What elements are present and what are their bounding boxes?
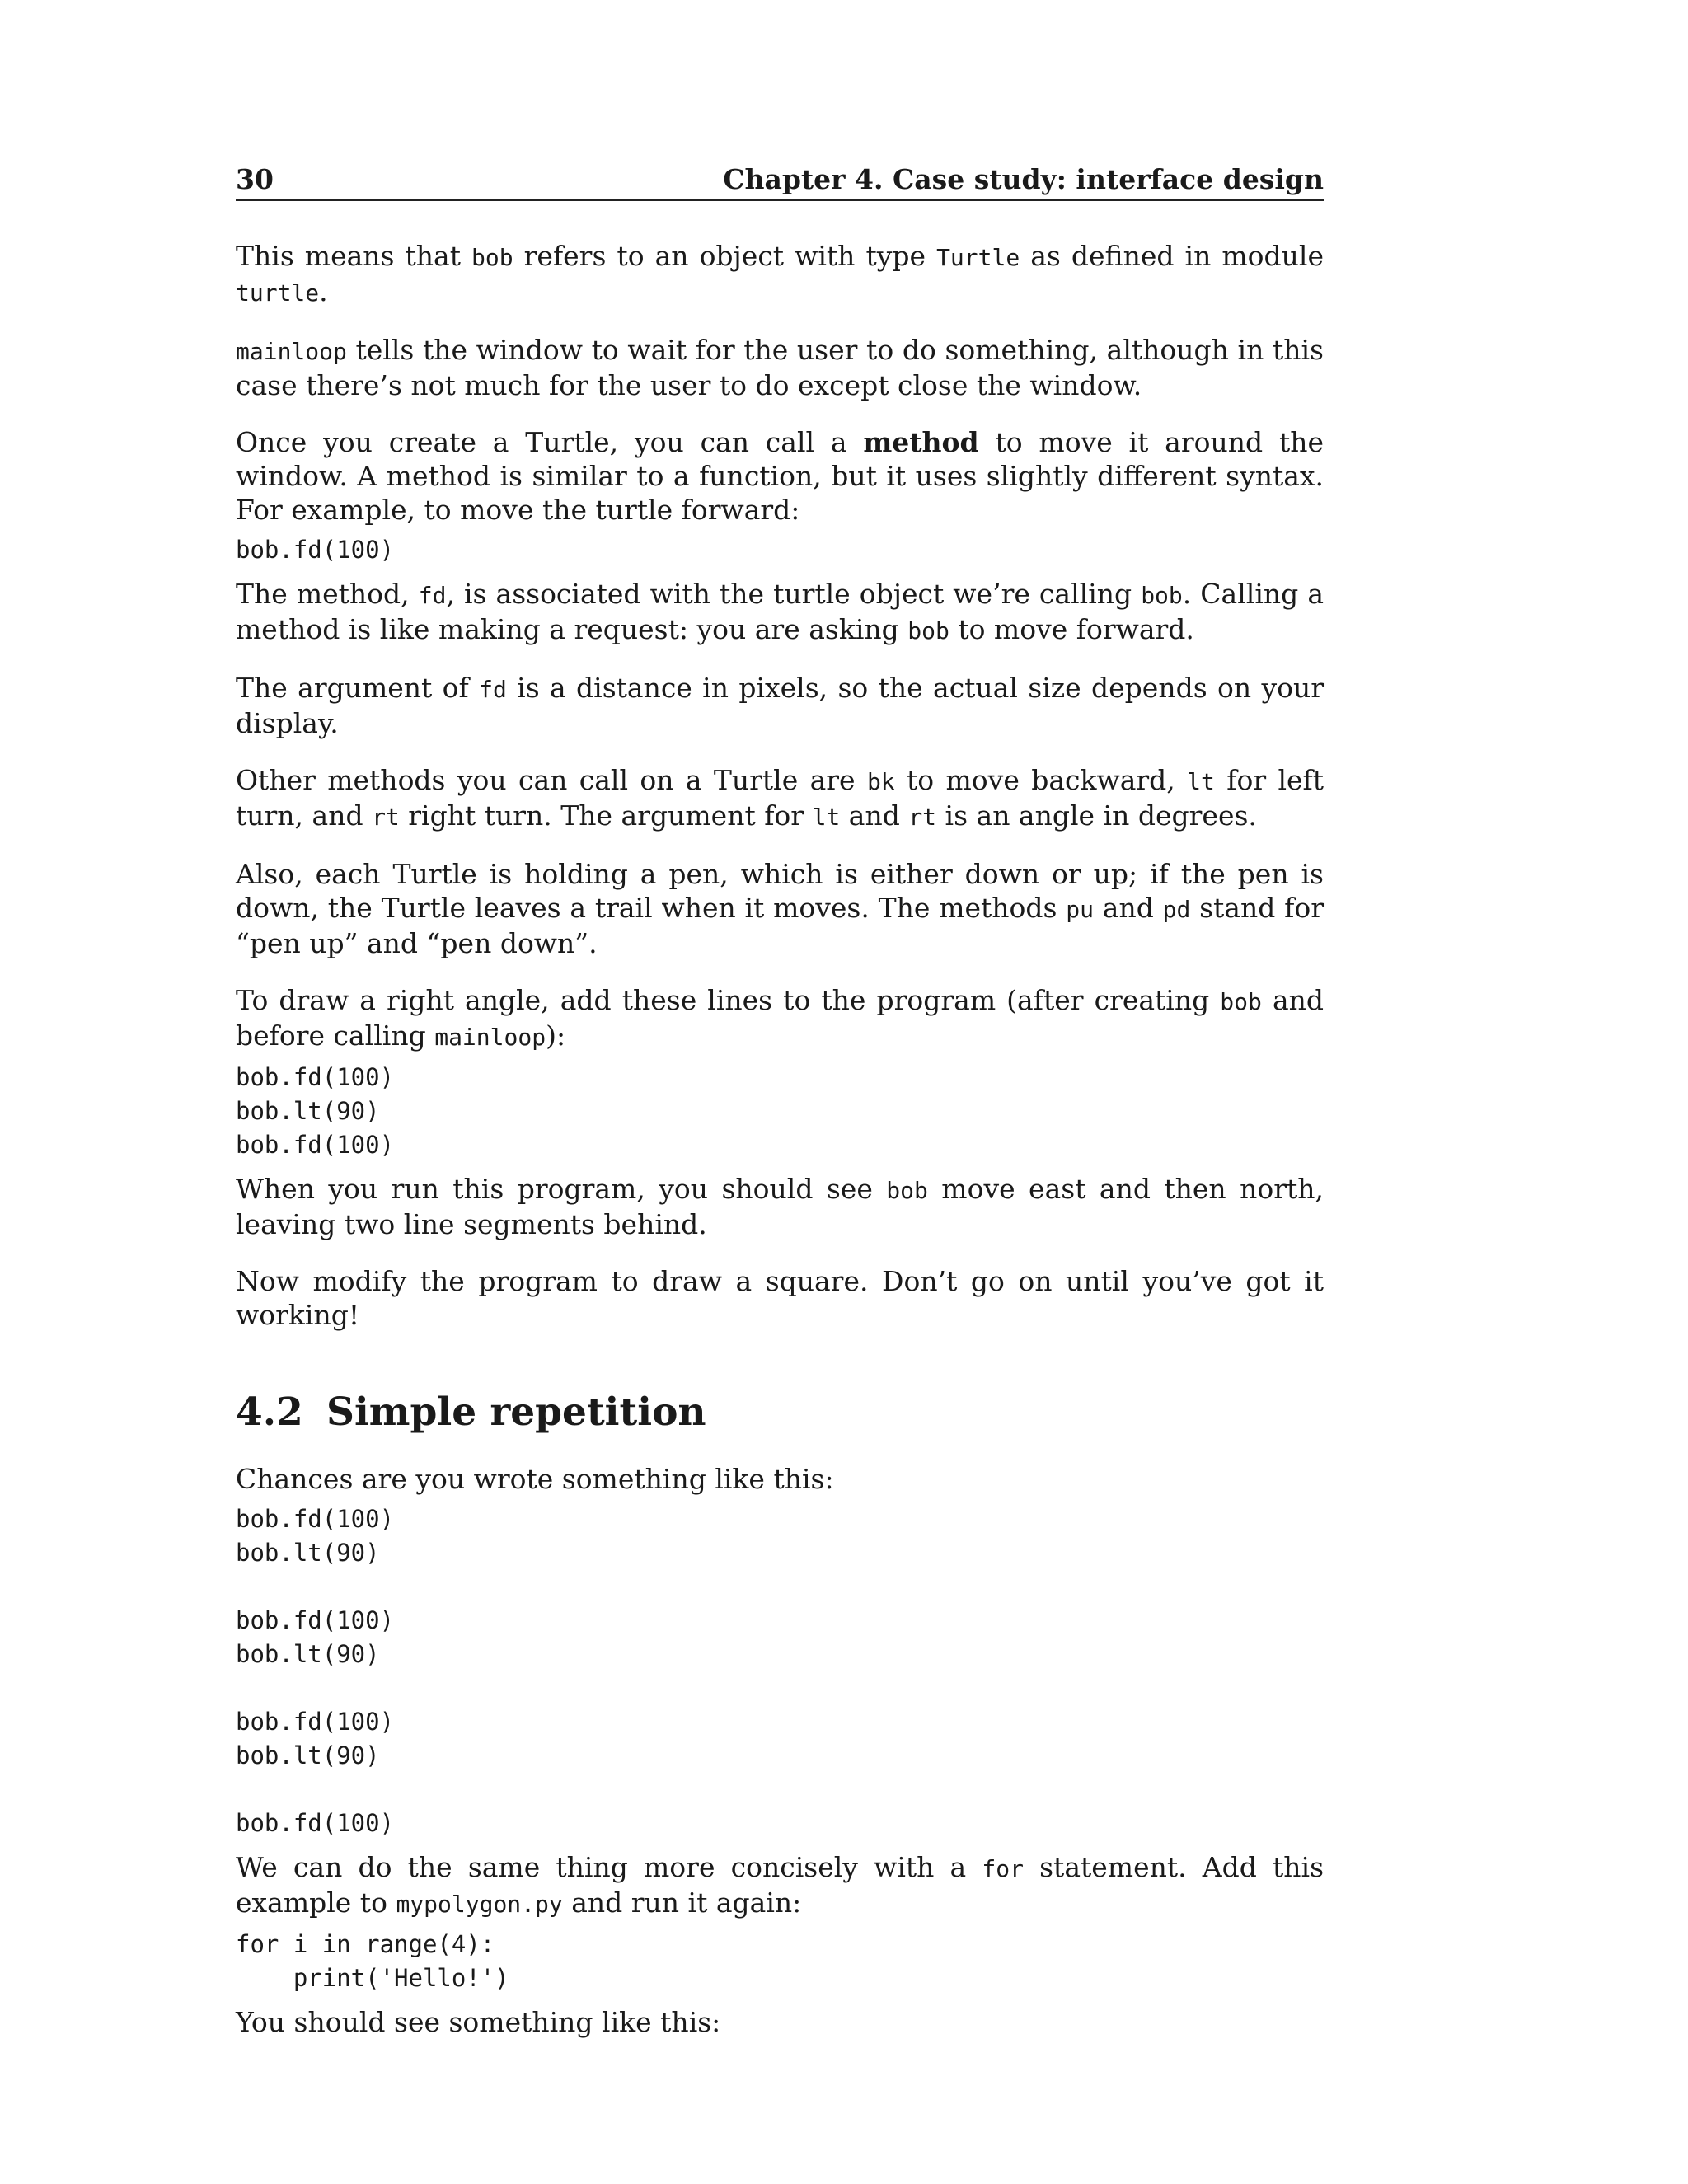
paragraph-right-angle: To draw a right angle, add these lines to the program (after creating bob and before calling mainloop):	[236, 984, 1324, 1052]
paragraph-pen: Also, each Turtle is holding a pen, which is either down or up; if the pen is down, the Turtle leaves a trail when it moves. The methods pu and pd stand for “pen up” and “pen down”.	[236, 858, 1324, 959]
term-method: method	[863, 426, 979, 458]
running-header	[236, 162, 1324, 201]
code-block-right-angle: bob.fd(100) bob.lt(90) bob.fd(100)	[236, 1063, 395, 1159]
paragraph-see-output: You should see something like this:	[236, 2006, 721, 2038]
section-heading	[236, 1390, 1324, 1436]
paragraph-run-program: When you run this program, you should see bob move east and then north, leaving two line segments behind.	[236, 1173, 1324, 1240]
paragraph-method-intro: Once you create a Turtle, you can call a method to move it around the window. A method is similar to a function, but it uses slightly different syntax. For example, to move the turtle forward:	[236, 426, 1324, 526]
paragraph-for-statement: We can do the same thing more concisely with a for statement. Add this example to mypolygon.py and run it again:	[236, 1851, 1325, 1919]
paragraph-fd-argument: The argument of fd is a distance in pixels, so the actual size depends on your display.	[236, 672, 1324, 739]
code-block-for-loop: for i in range(4): print('Hello!')	[236, 1930, 509, 1992]
page	[236, 162, 1324, 2062]
paragraph-other-methods: Other methods you can call on a Turtle are bk to move backward, lt for left turn, and rt right turn. The argument for lt and rt is an angle in degrees.	[236, 764, 1325, 832]
paragraph-method-fd: The method, fd, is associated with the turtle object we’re calling bob. Calling a method is like making a request: you are asking bob to move forward.	[236, 578, 1324, 645]
page-number: 30	[236, 163, 274, 195]
code-block-fd: bob.fd(100)	[236, 536, 395, 564]
paragraph-mainloop: mainloop tells the window to wait for the user to do something, although in this case there’s not much for the user to do except close the window.	[236, 334, 1324, 401]
paragraph-bob-type: This means that bob refers to an object with type Turtle as defined in module turtle.	[236, 240, 1324, 307]
paragraph-draw-square: Now modify the program to draw a square. Don’t go on until you’ve got it working!	[236, 1265, 1324, 1331]
paragraph-chances: Chances are you wrote something like this:	[236, 1463, 834, 1495]
chapter-title: Chapter 4. Case study: interface design	[723, 163, 1324, 195]
section-number: 4.2	[236, 1390, 303, 1435]
code-block-square: bob.fd(100) bob.lt(90) bob.fd(100) bob.lt(90) bob.fd(100) bob.lt(90) bob.fd(100)	[236, 1505, 395, 1837]
section-title: Simple repetition	[326, 1390, 706, 1435]
